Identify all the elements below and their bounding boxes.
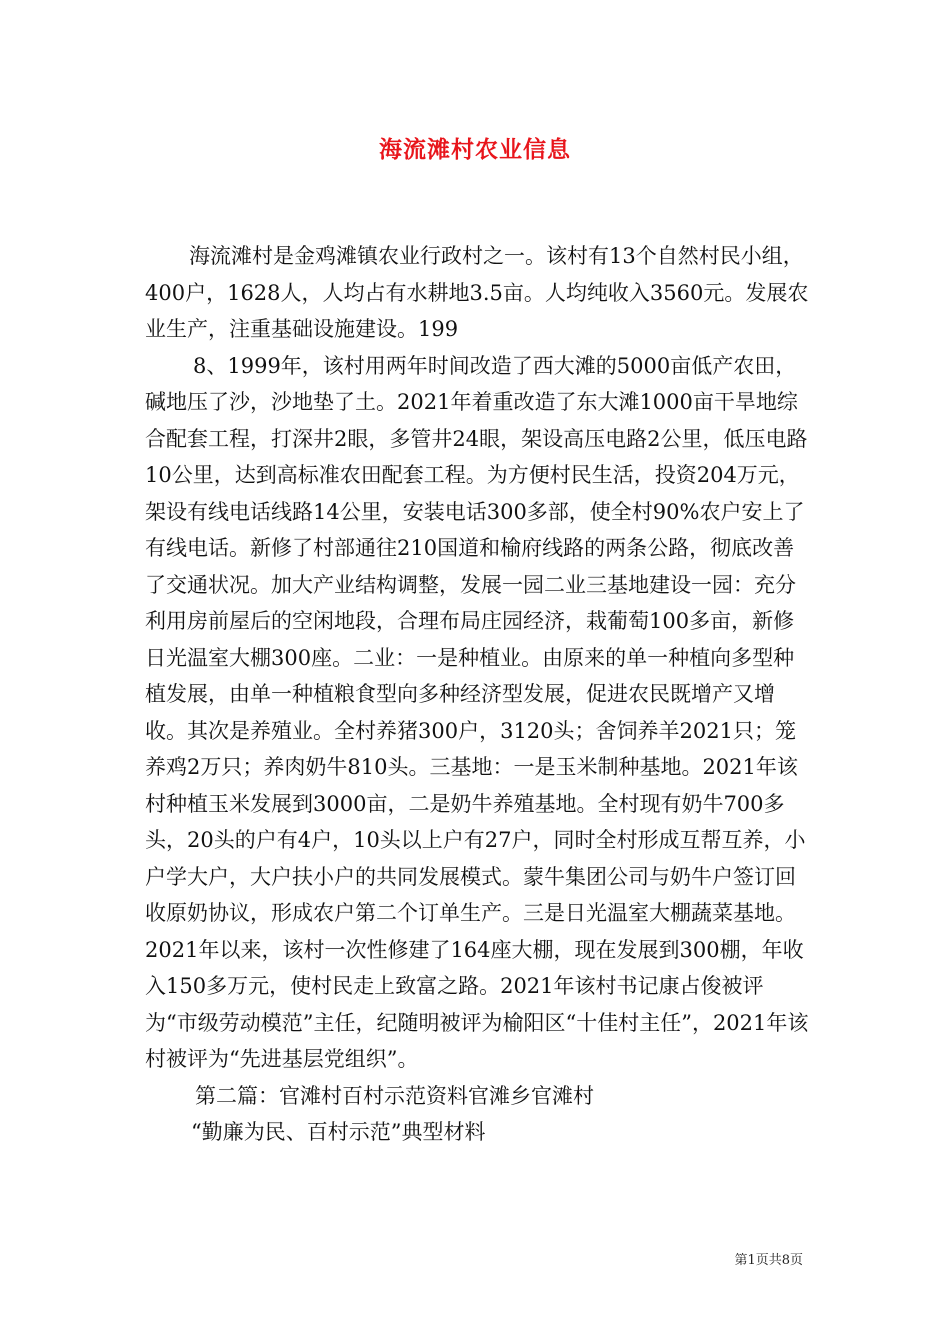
paragraph-section-subheading: “勤廉为民、百村示范”典型材料 [191, 1120, 486, 1144]
paragraph-section-heading: 第二篇：官滩村百村示范资料官滩乡官滩村 [195, 1083, 594, 1108]
paragraph-main: 8、1999年，该村用两年时间改造了西大滩的5000亩低产农田，碱地压了沙，沙地垫了土。2021年着重改造了东大滩1000亩干旱地综合配套工程，打深井2眼，多管井24眼，架设高压电路2公里，低压电路10公里，达到高标准农田配套工程。为方便村民生活，投资204万元，架设有线电话线路14公里，安装电话300多部，使全村90%农户安上了有线电话。新修了村部通往210国道和榆府线路的两条公路，彻底改善了交通状况。加大产业结构调整，发展一园二业三基地建设一园：充分利用房前屋后的空闲地段，合理布局庄园经济，栽葡萄100多亩，新修日光温室大棚300座。二业：一是种植业。由原来的单一种植向多型种植发展，由单一种植粮食型向多种经济型发展，促进农民既增产又增收。其次是养殖业。全村养猪300户，3120头；舍饲养羊2021只；笼养鸡2万只；养肉奶牛810头。三基地：一是玉米制种基地。2021年该村种植玉米发展到3000亩，二是奶牛养殖基地。全村现有奶牛700多头，20头的户有4户，10头以上户有27户，同时全村形成互帮互养，小户学大户，大户扶小户的共同发展模式。蒙牛集团公司与奶牛户签订回收原奶协议，形成农户第二个订单生产。三是日光温室大棚蔬菜基地。2021年以来，该村一次性修建了164座大棚，现在发展到300棚，年收入150多万元，使村民走上致富之路。2021年该村书记康占俊被评为“市级劳动模范”主任，纪随明被评为榆阳区“十佳村主任”，2021年该村被评为“先进基层党组织”。 [145, 353, 809, 1071]
document-title: 海流滩村农业信息 [379, 136, 571, 163]
page-number-footer: 第1页共8页 [734, 1253, 803, 1268]
document-body [145, 238, 815, 1151]
paragraph-intro: 海流滩村是金鸡滩镇农业行政村之一。该村有13个自然村民小组，400户，1628人，人均占有水耕地3.5亩。人均纯收入3560元。发展农业生产，注重基础设施建设。199 [145, 244, 809, 341]
